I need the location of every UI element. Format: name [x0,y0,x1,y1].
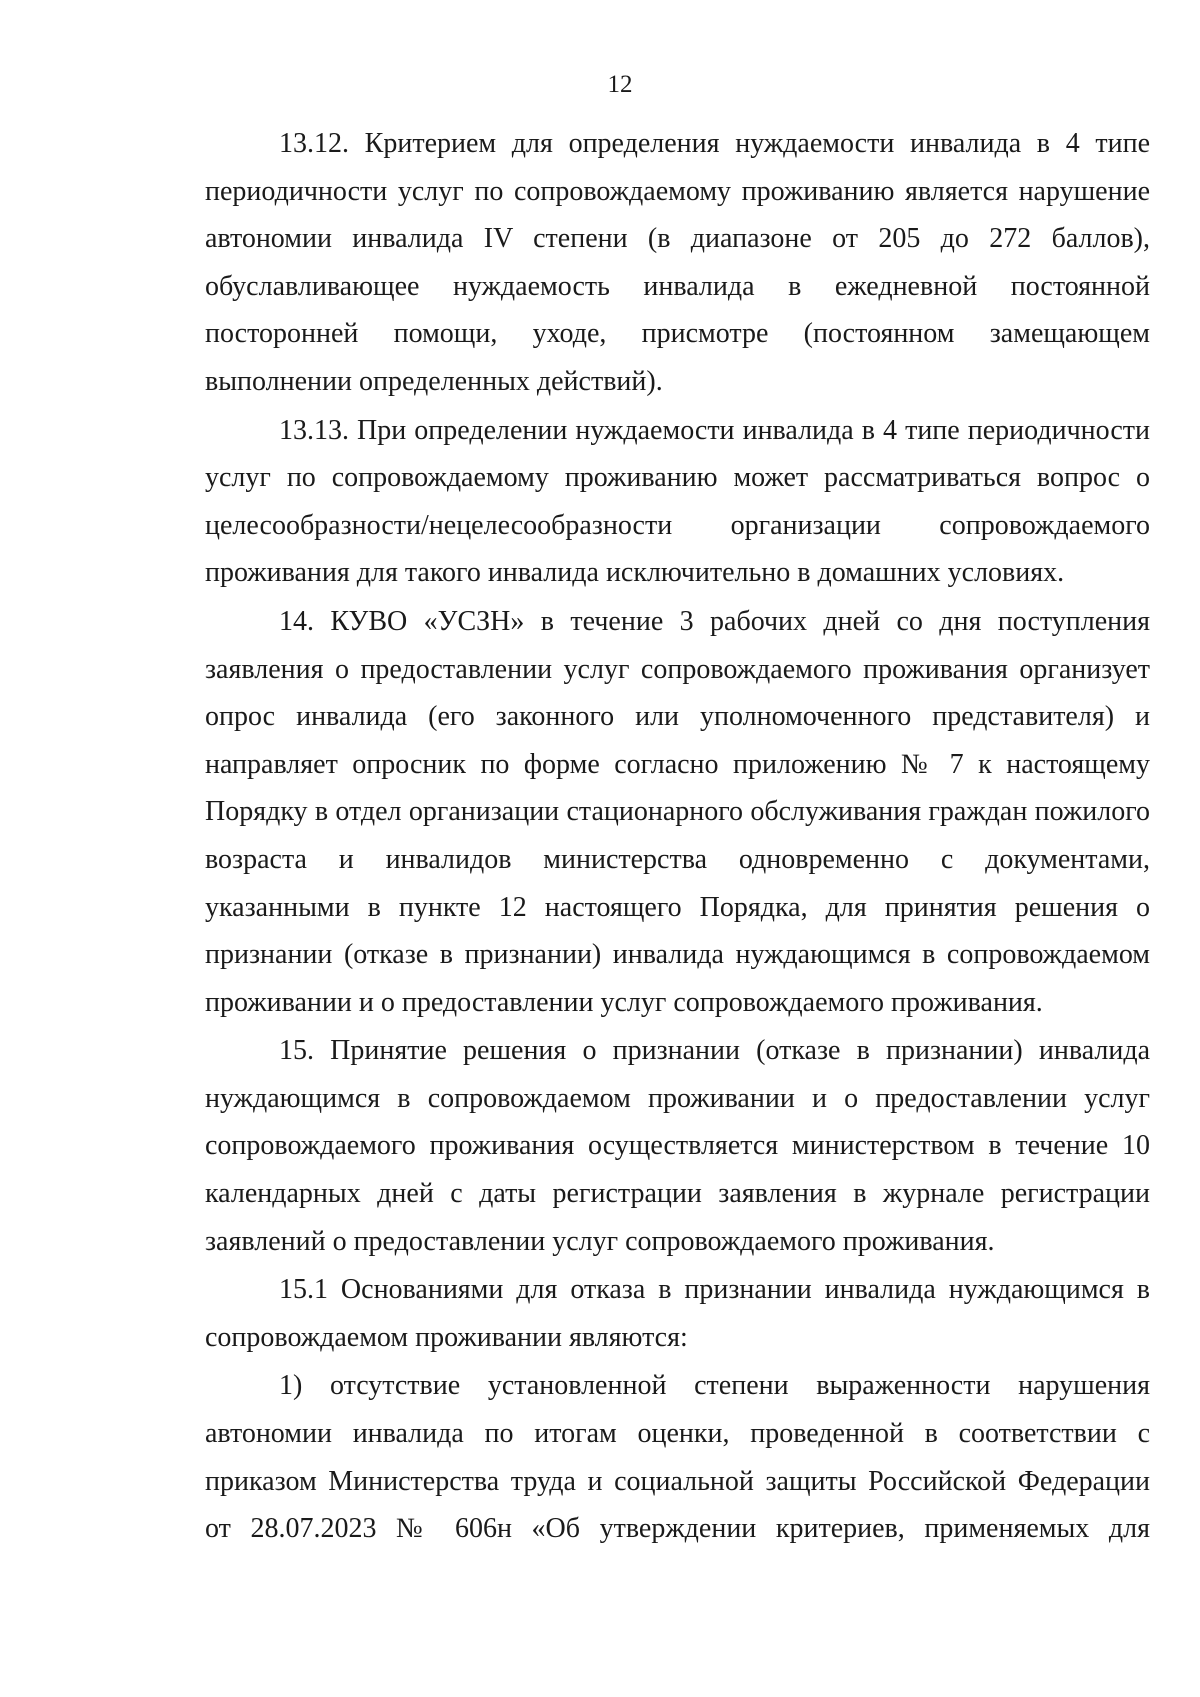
paragraph-15-1: 15.1 Основаниями для отказа в признании инвалида нуждающимся в сопровождаемом проживании являются: [205,1274,1150,1353]
paragraph-13-12: 13.12. Критерием для определения нуждаемости инвалида в 4 типе периодичности услуг по сопровождаемому проживанию является нарушение автономии инвалида IV степени (в диапазоне от 205 до 272 баллов), обуславливающее нуждаемость инвалида в ежедневной постоянной посторонней помощи, уходе, присмотре (постоянном замещающем выполнении определенных действий). [205,128,1150,397]
paragraph-item-1: 1) отсутствие установленной степени выраженности нарушения автономии инвалида по итогам оценки, проведенной в соответствии с приказом Министерства труда и социальной защиты Российской Федерации от 28.07.2023 № 606н «Об утверждении критериев, применяемых для [205,1370,1150,1545]
page-number: 12 [607,71,633,98]
document-body [205,120,1150,1554]
paragraph-13-13: 13.13. При определении нуждаемости инвалида в 4 типе периодичности услуг по сопровождаемому проживанию может рассматриваться вопрос о целесообразности/нецелесообразности организации сопровождаемого проживания для такого инвалида исключительно в домашних условиях. [205,414,1150,589]
paragraph-15: 15. Принятие решения о признании (отказе в признании) инвалида нуждающимся в сопровождаемом проживании и о предоставлении услуг сопровождаемого проживания осуществляется министерством в течение 10 календарных дней с даты регистрации заявления в журнале регистрации заявлений о предоставлении услуг сопровождаемого проживания. [205,1035,1150,1257]
paragraph-14: 14. КУВО «УСЗН» в течение 3 рабочих дней со дня поступления заявления о предоставлении услуг сопровождаемого проживания организует опрос инвалида (его законного или уполномоченного представителя) и направляет опросник по форме согласно приложению № 7 к настоящему Порядку в отдел организации стационарного обслуживания граждан пожилого возраста и инвалидов министерства одновременно с документами, указанными в пункте 12 настоящего Порядка, для принятия решения о признании (отказе в признании) инвалида нуждающимся в сопровождаемом проживании и о предоставлении услуг сопровождаемого проживания. [205,605,1150,1018]
